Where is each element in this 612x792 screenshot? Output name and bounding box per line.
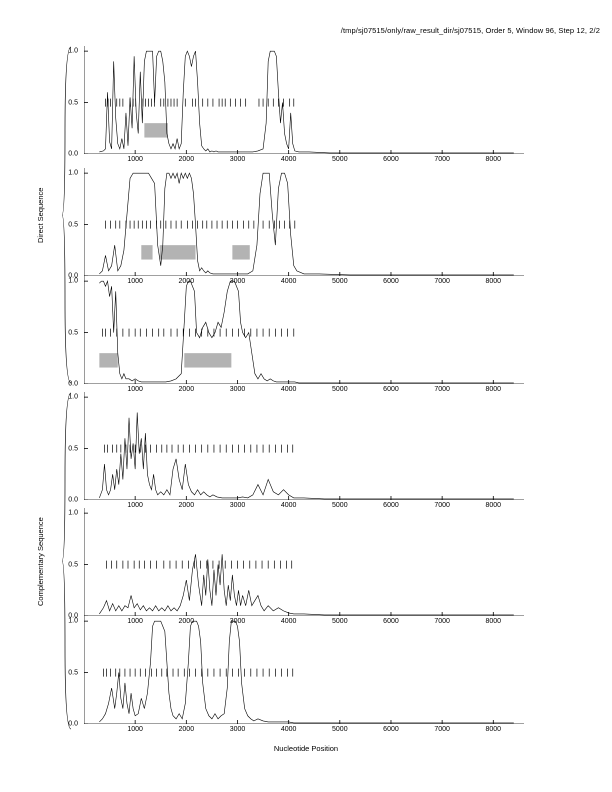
y-tick-label: 0.5 <box>68 99 78 107</box>
page-title: /tmp/sj07515/only/raw_result_dir/sj07515, Order 5, Window 96, Step 12, 2/2 <box>340 26 600 35</box>
x-tick-label: 5000 <box>332 726 348 733</box>
x-tick-label: 6000 <box>383 726 399 733</box>
x-tick-label: 8000 <box>485 618 502 625</box>
x-tick-label: 7000 <box>434 278 450 285</box>
plot-panel-2 <box>68 168 524 285</box>
x-tick-label: 5000 <box>332 618 348 625</box>
y-tick-label: 1.0 <box>68 617 78 625</box>
x-tick-label: 7000 <box>434 502 450 509</box>
x-tick-label: 4000 <box>280 726 297 733</box>
x-tick-label: 8000 <box>485 278 502 285</box>
x-tick-label: 6000 <box>383 156 399 163</box>
y-tick-label: 0.5 <box>68 561 78 569</box>
x-tick-label: 1000 <box>127 726 143 733</box>
x-axis-label: Nucleotide Position <box>273 744 339 753</box>
x-tick-label: 5000 <box>332 278 348 285</box>
x-tick-label: 1000 <box>127 278 143 285</box>
y-tick-label: 0.0 <box>68 496 78 504</box>
plot-panel-1 <box>68 46 524 163</box>
x-tick-label: 1000 <box>127 386 143 393</box>
plot-panel-6 <box>68 616 524 733</box>
x-tick-label: 6000 <box>383 386 399 393</box>
x-tick-label: 6000 <box>383 278 399 285</box>
y-tick-label: 0.5 <box>68 445 78 453</box>
x-tick-label: 3000 <box>229 386 246 393</box>
x-tick-label: 4000 <box>280 278 297 285</box>
y-tick-label: 0.5 <box>68 221 78 229</box>
y-tick-label: 0.0 <box>68 272 78 280</box>
x-tick-label: 1000 <box>127 156 143 163</box>
x-tick-label: 4000 <box>280 618 297 625</box>
x-tick-label: 8000 <box>485 156 502 163</box>
x-tick-label: 8000 <box>485 386 502 393</box>
x-tick-label: 3000 <box>229 156 246 163</box>
y-tick-label: 1.0 <box>68 277 78 285</box>
x-tick-label: 7000 <box>434 386 450 393</box>
x-tick-label: 3000 <box>229 726 246 733</box>
y-tick-label: 1.0 <box>68 169 78 177</box>
y-tick-label: 0.5 <box>68 329 78 337</box>
y-tick-label: 0.0 <box>68 720 78 728</box>
x-tick-label: 2000 <box>178 278 195 285</box>
x-tick-label: 8000 <box>485 726 502 733</box>
x-tick-label: 2000 <box>178 502 195 509</box>
plot-panel-4 <box>68 392 524 509</box>
y-tick-label: 0.0 <box>68 380 78 388</box>
x-tick-label: 1000 <box>127 618 143 625</box>
x-tick-label: 1000 <box>127 502 143 509</box>
x-tick-label: 4000 <box>280 386 297 393</box>
x-tick-label: 7000 <box>434 618 450 625</box>
y-tick-label: 0.0 <box>68 150 78 158</box>
x-tick-label: 7000 <box>434 156 450 163</box>
y-axis-label-direct: Direct Sequence <box>36 187 45 243</box>
x-tick-label: 2000 <box>178 156 195 163</box>
x-tick-label: 2000 <box>178 386 195 393</box>
x-tick-label: 7000 <box>434 726 450 733</box>
plot-panel-5 <box>68 508 524 625</box>
x-tick-label: 6000 <box>383 502 399 509</box>
y-tick-label: 0.5 <box>68 669 78 677</box>
x-tick-label: 3000 <box>229 618 246 625</box>
x-tick-label: 2000 <box>178 726 195 733</box>
y-tick-label: 1.0 <box>68 393 78 401</box>
y-tick-label: 1.0 <box>68 509 78 517</box>
group-brace-complementary <box>62 392 72 730</box>
x-tick-label: 5000 <box>332 502 348 509</box>
y-tick-label: 0.0 <box>68 612 78 620</box>
x-tick-label: 5000 <box>332 386 348 393</box>
x-tick-label: 5000 <box>332 156 348 163</box>
x-tick-label: 4000 <box>280 502 297 509</box>
x-tick-label: 3000 <box>229 278 246 285</box>
x-tick-label: 3000 <box>229 502 246 509</box>
group-brace-direct <box>62 46 72 384</box>
plot-panel-3 <box>68 276 524 393</box>
y-axis-label-complementary: Complementary Sequence <box>36 516 45 606</box>
x-tick-label: 8000 <box>485 502 502 509</box>
x-tick-label: 2000 <box>178 618 195 625</box>
y-tick-label: 1.0 <box>68 47 78 55</box>
x-tick-label: 4000 <box>280 156 297 163</box>
x-tick-label: 6000 <box>383 618 399 625</box>
